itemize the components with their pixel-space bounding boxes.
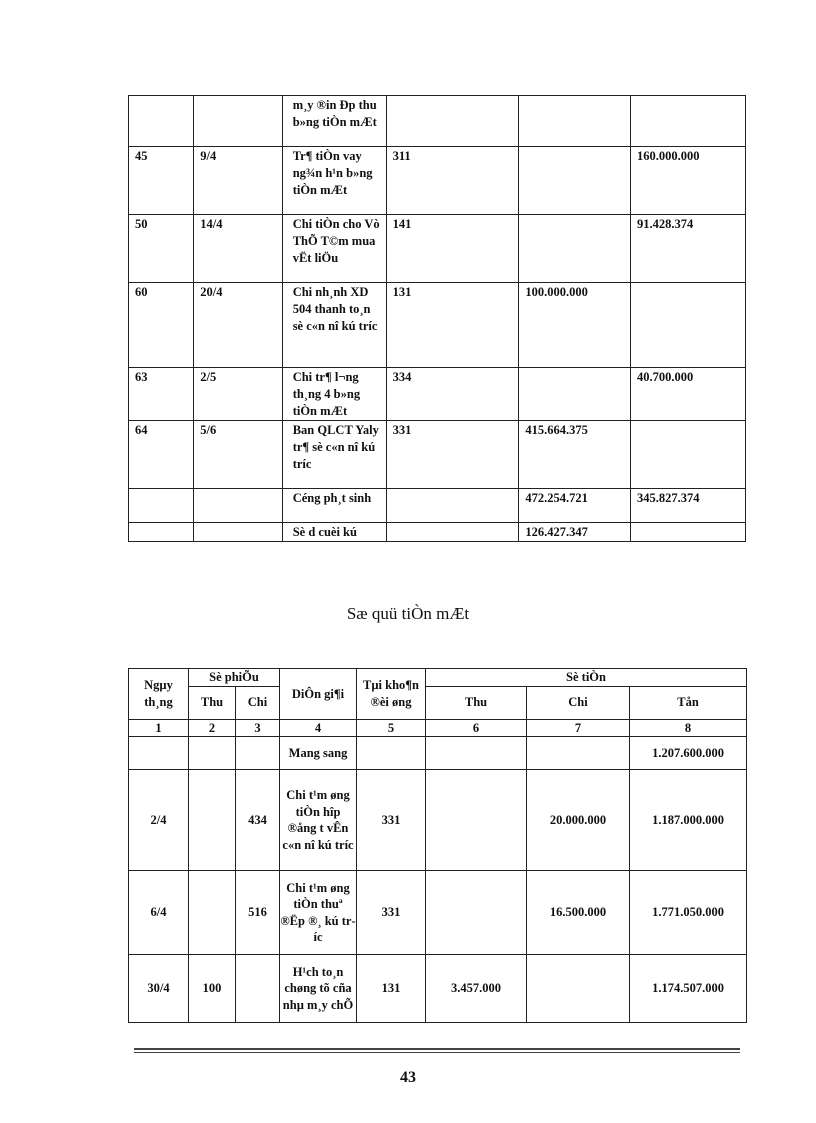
header-balance: Tån bbox=[630, 686, 747, 719]
row-voucher-out: 516 bbox=[236, 871, 280, 955]
entry-description: Chi nh¸nh XD 504 thanh to¸n sè c«n nî kú tríc bbox=[282, 283, 386, 368]
col-number: 2 bbox=[189, 719, 236, 737]
entry-number bbox=[129, 96, 194, 147]
entry-credit bbox=[630, 421, 745, 489]
footer-rule-thin bbox=[134, 1052, 740, 1053]
entry-account bbox=[386, 489, 519, 523]
row-voucher-in bbox=[189, 737, 236, 770]
row-description: H¹ch to¸n chøng tõ cña nhµ m¸y chÕ bbox=[280, 955, 357, 1023]
entry-description: Céng ph¸t sinh bbox=[282, 489, 386, 523]
col-number: 5 bbox=[357, 719, 426, 737]
row-amount-in bbox=[426, 737, 527, 770]
col-number: 3 bbox=[236, 719, 280, 737]
entry-description: m¸y ®in Ðp thu b»ng tiÒn mÆt bbox=[282, 96, 386, 147]
entry-account: 141 bbox=[386, 215, 519, 283]
entry-number: 50 bbox=[129, 215, 194, 283]
row-voucher-out: 434 bbox=[236, 770, 280, 871]
header-description: DiÔn gi¶i bbox=[280, 669, 357, 720]
entry-description: Sè d cuèi kú bbox=[282, 523, 386, 542]
row-balance: 1.174.507.000 bbox=[630, 955, 747, 1023]
ledger-row bbox=[129, 96, 746, 147]
col-number: 1 bbox=[129, 719, 189, 737]
entry-credit: 345.827.374 bbox=[630, 489, 745, 523]
col-number: 7 bbox=[527, 719, 630, 737]
row-date bbox=[129, 737, 189, 770]
entry-credit: 91.428.374 bbox=[630, 215, 745, 283]
row-voucher-out bbox=[236, 737, 280, 770]
header-amount: Sè tiÒn bbox=[426, 669, 747, 687]
ledger-row bbox=[129, 489, 746, 523]
entry-date bbox=[194, 96, 282, 147]
ledger-row bbox=[129, 523, 746, 542]
col-number: 4 bbox=[280, 719, 357, 737]
row-date: 6/4 bbox=[129, 871, 189, 955]
footer-rule bbox=[134, 1048, 740, 1050]
header-voucher-no: Sè phiÕu bbox=[189, 669, 280, 687]
ledger-row bbox=[129, 283, 746, 368]
row-account bbox=[357, 737, 426, 770]
entry-account: 334 bbox=[386, 368, 519, 421]
header-amount-out: Chi bbox=[527, 686, 630, 719]
entry-debit: 415.664.375 bbox=[519, 421, 631, 489]
entry-date bbox=[194, 523, 282, 542]
entry-account bbox=[386, 523, 519, 542]
row-date: 30/4 bbox=[129, 955, 189, 1023]
row-amount-out bbox=[527, 955, 630, 1023]
row-account: 331 bbox=[357, 871, 426, 955]
entry-debit bbox=[519, 215, 631, 283]
row-balance: 1.207.600.000 bbox=[630, 737, 747, 770]
entry-account: 331 bbox=[386, 421, 519, 489]
entry-description: Ban QLCT Yaly tr¶ sè c«n nî kú tríc bbox=[282, 421, 386, 489]
cash-book-row bbox=[129, 871, 747, 955]
row-voucher-in: 100 bbox=[189, 955, 236, 1023]
row-amount-out: 20.000.000 bbox=[527, 770, 630, 871]
entry-date: 2/5 bbox=[194, 368, 282, 421]
entry-credit bbox=[630, 283, 745, 368]
entry-debit: 126.427.347 bbox=[519, 523, 631, 542]
row-description: Chi t¹m øng tiÒn thuª ®Ëp ®¸ kú tríc bbox=[280, 871, 357, 955]
entry-date: 14/4 bbox=[194, 215, 282, 283]
entry-number: 64 bbox=[129, 421, 194, 489]
entry-description: Chi tiÒn cho Vò ThÕ T©m mua vËt liÖu bbox=[282, 215, 386, 283]
row-voucher-in bbox=[189, 770, 236, 871]
cash-book-row bbox=[129, 737, 747, 770]
col-number: 8 bbox=[630, 719, 747, 737]
entry-credit bbox=[630, 523, 745, 542]
entry-date: 9/4 bbox=[194, 147, 282, 215]
entry-debit bbox=[519, 368, 631, 421]
header-date: Ngµy th¸ng bbox=[129, 669, 189, 720]
row-account: 331 bbox=[357, 770, 426, 871]
row-amount-out: 16.500.000 bbox=[527, 871, 630, 955]
header-account: Tµi kho¶n ®èi øng bbox=[357, 669, 426, 720]
entry-number: 60 bbox=[129, 283, 194, 368]
row-date: 2/4 bbox=[129, 770, 189, 871]
entry-date bbox=[194, 489, 282, 523]
col-number: 6 bbox=[426, 719, 527, 737]
cash-book-row bbox=[129, 955, 747, 1023]
entry-description: Chi tr¶ l¬ng th¸ng 4 b»ng tiÒn mÆt bbox=[282, 368, 386, 421]
entry-credit bbox=[630, 96, 745, 147]
ledger-row bbox=[129, 421, 746, 489]
header-voucher-out: Chi bbox=[236, 686, 280, 719]
ledger-row bbox=[129, 147, 746, 215]
entry-number bbox=[129, 523, 194, 542]
header-amount-in: Thu bbox=[426, 686, 527, 719]
entry-account bbox=[386, 96, 519, 147]
row-voucher-out bbox=[236, 955, 280, 1023]
entry-date: 5/6 bbox=[194, 421, 282, 489]
entry-number: 45 bbox=[129, 147, 194, 215]
cash-book-title: Sæ quü tiÒn mÆt bbox=[346, 604, 470, 623]
entry-credit: 40.700.000 bbox=[630, 368, 745, 421]
entry-debit: 100.000.000 bbox=[519, 283, 631, 368]
page-number: 43 bbox=[400, 1069, 416, 1086]
entry-date: 20/4 bbox=[194, 283, 282, 368]
row-amount-out bbox=[527, 737, 630, 770]
entry-debit bbox=[519, 147, 631, 215]
ledger-table bbox=[128, 95, 746, 542]
entry-number bbox=[129, 489, 194, 523]
row-description: Mang sang bbox=[280, 737, 357, 770]
row-account: 131 bbox=[357, 955, 426, 1023]
entry-debit: 472.254.721 bbox=[519, 489, 631, 523]
entry-debit bbox=[519, 96, 631, 147]
row-balance: 1.771.050.000 bbox=[630, 871, 747, 955]
row-amount-in: 3.457.000 bbox=[426, 955, 527, 1023]
ledger-row bbox=[129, 368, 746, 421]
entry-credit: 160.000.000 bbox=[630, 147, 745, 215]
entry-account: 311 bbox=[386, 147, 519, 215]
header-voucher-in: Thu bbox=[189, 686, 236, 719]
entry-account: 131 bbox=[386, 283, 519, 368]
cash-book-row bbox=[129, 770, 747, 871]
row-balance: 1.187.000.000 bbox=[630, 770, 747, 871]
entry-description: Tr¶ tiÒn vay ng¾n h¹n b»ng tiÒn mÆt bbox=[282, 147, 386, 215]
cash-book-table bbox=[128, 668, 747, 1023]
row-amount-in bbox=[426, 871, 527, 955]
entry-number: 63 bbox=[129, 368, 194, 421]
row-voucher-in bbox=[189, 871, 236, 955]
ledger-row bbox=[129, 215, 746, 283]
row-amount-in bbox=[426, 770, 527, 871]
row-description: Chi t¹m øng tiÒn hîp ®ång t vÊn c«n nî kú tríc bbox=[280, 770, 357, 871]
